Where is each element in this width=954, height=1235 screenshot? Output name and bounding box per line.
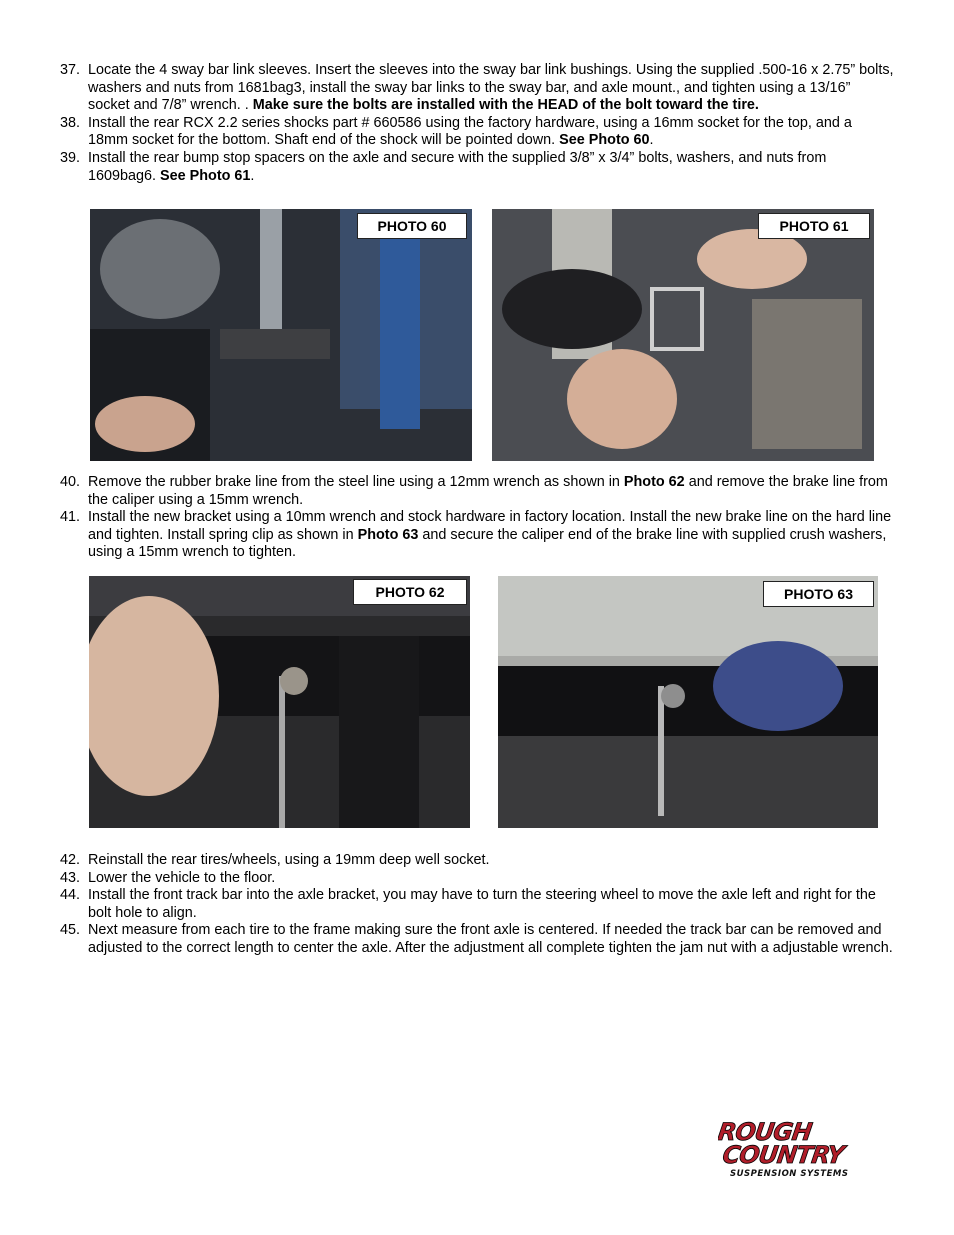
photo-63-image [498,576,878,828]
step-text [88,922,895,957]
instruction-step [60,922,895,957]
step-text [88,150,895,185]
photo-61-label: PHOTO 61 [758,213,870,239]
steps-top [60,62,895,185]
step-number: 41. [60,509,81,526]
photo-60-illustration [90,209,472,461]
steps-bottom [60,852,895,958]
step-text-segment: Install the rear RCX 2.2 series shocks part # 660586 using the factory hardware, using a 16mm socket for the top, and a 18mm socket for the bottom. Shaft end of the shock will be pointed down. [88,114,852,149]
step-text-segment: and secure the caliper end of the brake line with supplied crush washers, using a 15mm wrench to tighten. [88,526,887,561]
step-number: 45. [60,922,81,939]
photo-61-illustration [492,209,874,461]
step-number: 40. [60,474,81,490]
step-number: 42. [60,852,81,868]
step-number: 39. [60,149,81,166]
instruction-step [60,870,895,888]
instruction-step [60,115,895,150]
rough-country-logo-icon [718,1118,896,1180]
step-text [88,887,895,922]
step-emphasis: See Photo 60 [559,132,650,149]
svg-text:SUSPENSION SYSTEMS: SUSPENSION SYSTEMS [730,1169,849,1179]
step-text-segment: Next measure from each tire to the frame making sure the front axle is centered. If needed the track bar can be removed and adjusted to the correct length to center the axle. After the adjustment all complete tighten the jam nut with a adjustable wrench. [88,922,893,956]
instruction-step [60,150,895,185]
step-text-segment: Locate the 4 sway bar link sleeves. Insert the sleeves into the sway bar link bushings. Using the supplied .500-16 x 2.75” bolts, washers and nuts from 1681bag3, install the sway bar links to the sway bar, and axle mount., and tighten using a 13/16” socket and 7/8” wrench. . [88,62,894,114]
step-text-segment: . [649,132,654,149]
step-number: 38. [60,114,81,131]
photo-63-label: PHOTO 63 [763,581,874,607]
step-text [88,474,895,509]
step-emphasis: Make sure the bolts are installed with the HEAD of the bolt toward the tire. [252,97,759,114]
step-text [88,509,895,562]
step-text-segment: Lower the vehicle to the floor. [88,869,276,886]
photo-62-label: PHOTO 62 [353,579,467,605]
instruction-step [60,62,895,115]
instruction-step [60,509,895,562]
photo-62-illustration [89,576,470,828]
rough-country-logo [718,1118,896,1180]
step-text-segment: and remove the brake line from the caliper using a 15mm wrench. [88,474,888,508]
step-text-segment: Install the new bracket using a 10mm wrench and stock hardware in factory location. Install the new brake line on the hard line and tighten. Install spring clip as shown in [88,509,892,543]
photo-60-label: PHOTO 60 [357,213,467,239]
instruction-step [60,852,895,870]
photo-62-image [89,576,470,828]
instruction-step [60,887,895,922]
step-number: 44. [60,887,81,904]
step-emphasis: Photo 63 [357,526,419,543]
step-number: 37. [60,62,81,78]
photo-60-image [90,209,472,461]
instruction-step [60,474,895,509]
step-emphasis: Photo 62 [623,474,685,490]
photo-63-illustration [498,576,878,828]
step-text [88,852,895,870]
steps-middle [60,474,895,562]
step-text [88,115,895,150]
step-text-segment: Install the front track bar into the axle bracket, you may have to turn the steering wheel to move the axle left and right for the bolt hole to align. [88,887,876,921]
svg-text:ROUGH: ROUGH [718,1118,814,1146]
svg-text:COUNTRY: COUNTRY [720,1141,846,1169]
step-text [88,62,895,115]
photo-61-image [492,209,874,461]
step-emphasis: See Photo 61 [160,167,251,184]
step-text-segment: . [250,167,255,184]
step-text-segment: Remove the rubber brake line from the steel line using a 12mm wrench as shown in [88,474,624,490]
step-text-segment: Install the rear bump stop spacers on the axle and secure with the supplied 3/8” x 3/4” bolts, washers, and nuts from 1609bag6. [88,149,827,184]
step-text [88,870,895,888]
step-number: 43. [60,869,81,886]
step-text-segment: Reinstall the rear tires/wheels, using a 19mm deep well socket. [88,852,490,868]
